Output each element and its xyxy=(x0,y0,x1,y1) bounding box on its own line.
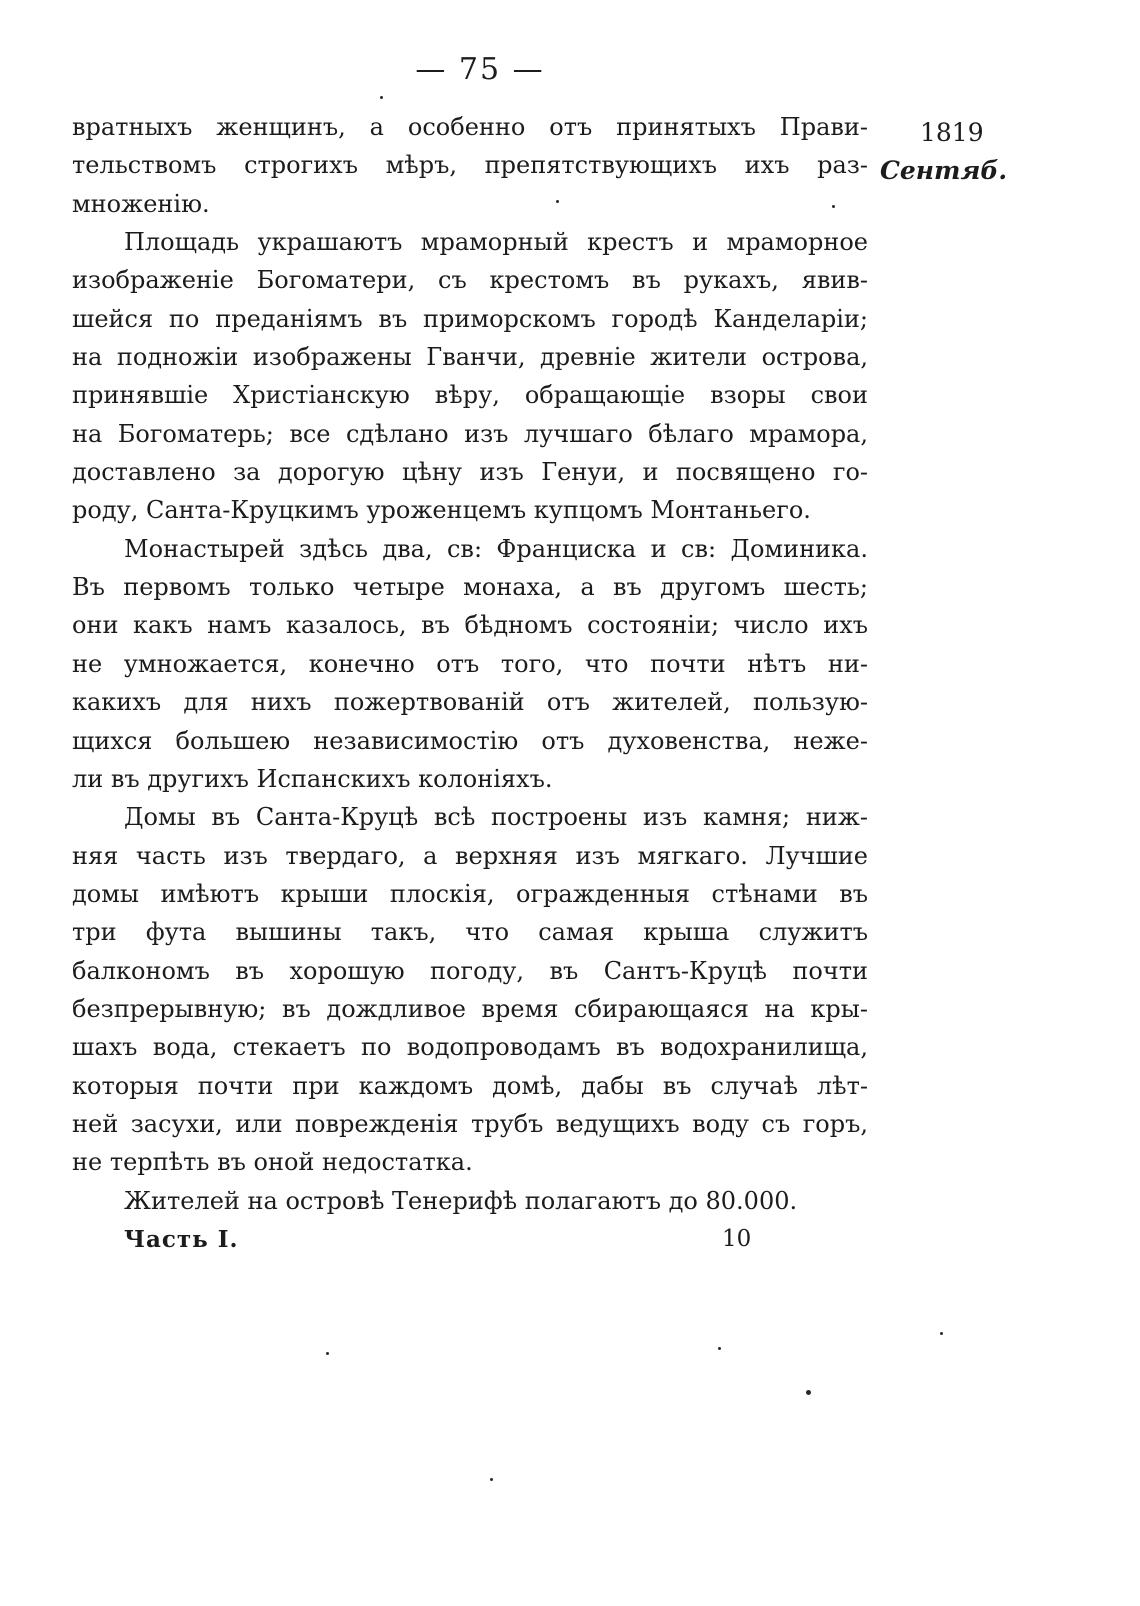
text-line: домы имѣютъ крыши плоскія, огражденныя стѣнами въ xyxy=(72,879,868,908)
text-line: которыя почти при каждомъ домѣ, дабы въ случаѣ лѣт- xyxy=(72,1071,868,1100)
text-line: Площадь украшаютъ мраморный крестъ и мраморное xyxy=(124,228,868,257)
text-line: Жителей на островѣ Тенерифѣ полагаютъ до 80.000. xyxy=(124,1186,798,1215)
scan-speck xyxy=(490,1478,493,1481)
text-line: на подножіи изображены Гванчи, древніе жители острова, xyxy=(72,343,868,372)
text-line: Въ первомъ только четыре монаха, а въ другомъ шесть; xyxy=(72,573,868,602)
margin-month: Сентяб. xyxy=(880,156,1008,185)
text-line: доставлено за дорогую цѣну изъ Генуи, и посвящено го- xyxy=(72,458,868,487)
body-text xyxy=(72,108,868,1220)
text-line: тельствомъ строгихъ мѣръ, препятствующихъ ихъ раз- xyxy=(72,151,868,180)
text-line: ней засухи, или поврежденія трубъ ведущихъ воду съ горъ, xyxy=(72,1109,868,1138)
text-line: Монастырей здѣсь два, св: Франциска и св: Доминика. xyxy=(124,534,868,563)
text-line: балкономъ въ хорошую погоду, въ Сантъ-Круцѣ почти xyxy=(72,956,868,985)
text-line: они какъ намъ казалось, въ бѣдномъ состояніи; число ихъ xyxy=(72,611,868,640)
text-line: вратныхъ женщинъ, а особенно отъ принятыхъ Прави- xyxy=(72,113,868,141)
scan-speck xyxy=(832,205,835,208)
text-line: щихся большею независимостію отъ духовенства, нежe- xyxy=(72,726,868,755)
text-line: безпрерывную; въ дождливое время сбирающаяся на кры- xyxy=(72,994,868,1023)
scan-speck xyxy=(326,1352,329,1355)
text-line: Домы въ Санта-Круцѣ всѣ построены изъ камня; ниж- xyxy=(124,803,868,832)
margin-year: 1819 xyxy=(920,118,984,147)
scan-speck xyxy=(380,96,383,99)
scan-speck xyxy=(718,1347,721,1350)
scan-speck xyxy=(940,1332,943,1335)
scan-speck xyxy=(556,200,559,203)
text-line: принявшіе Христіанскую вѣру, обращающіе взоры свои xyxy=(72,381,868,410)
text-line: на Богоматерь; все сдѣлано изъ лучшаго бѣлаго мрамора, xyxy=(72,419,868,448)
text-line: не умножается, конечно отъ того, что почти нѣтъ ни- xyxy=(72,649,868,678)
text-line: шахъ вода, стекаетъ по водопроводамъ въ водохранилища, xyxy=(72,1033,868,1062)
page-number: — 75 — xyxy=(415,52,545,87)
text-line: три фута вышины такъ, что самая крыша служитъ xyxy=(72,918,868,947)
text-line: ли въ другихъ Испанскихъ колоніяхъ. xyxy=(72,764,553,793)
text-line: шейся по преданіямъ въ приморскомъ городѣ Канделаріи; xyxy=(72,304,868,333)
text-line: какихъ для нихъ пожертвованій отъ жителей, пользую- xyxy=(72,688,868,717)
scan-speck xyxy=(806,1390,811,1395)
text-line: няя часть изъ твердаго, а верхняя изъ мягкаго. Лучшие xyxy=(72,841,868,870)
text-line: роду, Санта-Круцкимъ уроженцемъ купцомъ Монтаньего. xyxy=(72,496,811,525)
text-line: изображеніе Богоматери, съ крестомъ въ рукахъ, явив- xyxy=(72,266,868,295)
footer-part-label: Часть I. xyxy=(124,1226,239,1253)
text-line: множенію. xyxy=(72,189,210,218)
text-line: не терпѣть въ оной недостатка. xyxy=(72,1148,473,1177)
footer-signature: 10 xyxy=(722,1226,752,1252)
